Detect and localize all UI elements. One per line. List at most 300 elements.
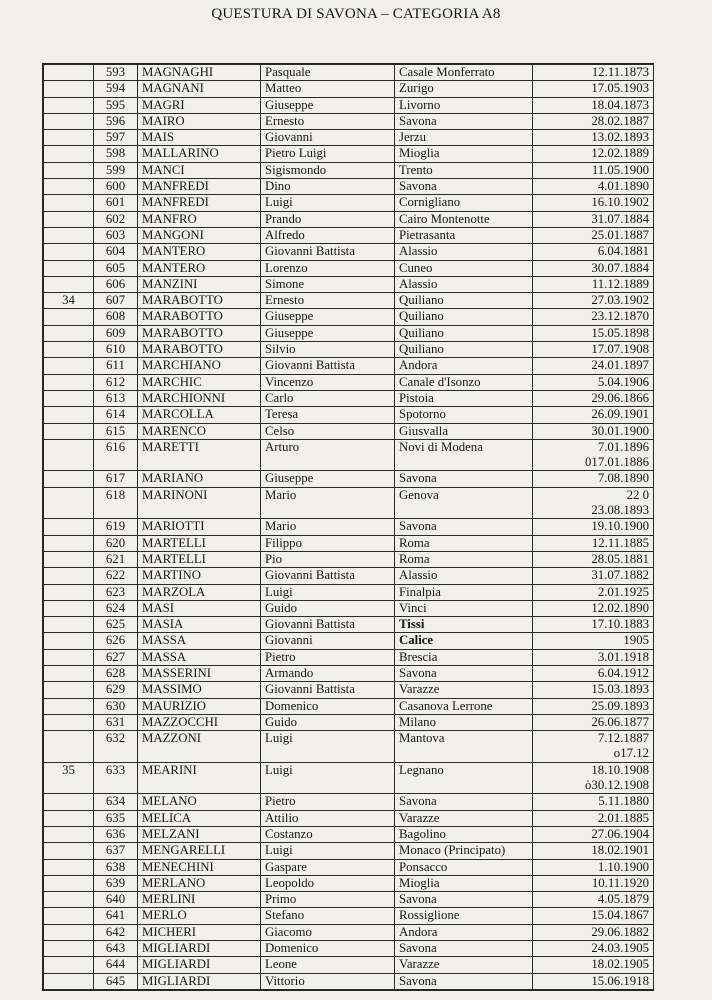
first-name-cell-text: Ernesto <box>265 113 305 128</box>
box-number-cell <box>44 957 94 973</box>
record-number-cell <box>94 875 138 891</box>
surname-cell <box>138 600 261 616</box>
birth-date-cell <box>533 957 654 973</box>
table-row <box>44 130 654 146</box>
surname-cell <box>138 892 261 908</box>
birthplace-cell-text: Milano <box>399 714 436 729</box>
birthplace-cell-text: Zurigo <box>399 81 434 96</box>
birthplace-cell-text: Monaco (Principato) <box>399 843 506 858</box>
birthplace-cell-text: Varazze <box>399 682 440 697</box>
surname-cell-text: MANTERO <box>142 244 206 259</box>
birth-date-cell-text: 4.05.1879 <box>597 892 649 907</box>
birthplace-cell-text: Genova <box>399 487 439 502</box>
birth-date-cell-text: 1.10.1900 <box>597 859 649 874</box>
first-name-cell <box>261 113 395 129</box>
first-name-cell <box>261 617 395 633</box>
surname-cell <box>138 924 261 940</box>
table-row <box>44 698 654 714</box>
first-name-cell <box>261 179 395 195</box>
birthplace-cell-text: Alassio <box>399 276 438 291</box>
table-row <box>44 584 654 600</box>
box-number-cell <box>44 65 94 81</box>
birth-date-cell <box>533 179 654 195</box>
surname-cell <box>138 390 261 406</box>
table-row <box>44 146 654 162</box>
record-number-cell-text: 629 <box>105 682 126 697</box>
record-number-cell <box>94 162 138 178</box>
first-name-cell <box>261 826 395 842</box>
birthplace-cell <box>395 146 533 162</box>
first-name-cell <box>261 810 395 826</box>
first-name-cell-text: Attilio <box>265 810 299 825</box>
box-number-cell <box>44 487 94 519</box>
record-number-cell <box>94 276 138 292</box>
first-name-cell-text: Lorenzo <box>265 260 308 275</box>
box-number-cell <box>44 762 94 794</box>
birth-date-cell <box>533 519 654 535</box>
record-number-cell <box>94 762 138 794</box>
surname-cell <box>138 276 261 292</box>
table-row <box>44 875 654 891</box>
box-number-cell-text: 34 <box>62 293 75 308</box>
birth-date-cell-text: 31.07.1882 <box>591 568 649 583</box>
record-number-cell-text: 638 <box>105 859 126 874</box>
record-number-cell <box>94 924 138 940</box>
surname-cell <box>138 551 261 567</box>
birth-date-cell <box>533 875 654 891</box>
table-row <box>44 162 654 178</box>
birthplace-cell-text: Jerzu <box>399 130 426 145</box>
box-number-cell <box>44 649 94 665</box>
record-number-cell-text: 605 <box>105 260 126 275</box>
birth-date-cell-text: 11.12.1889 <box>591 276 649 291</box>
table-row <box>44 810 654 826</box>
record-number-cell-text: 600 <box>105 179 126 194</box>
first-name-cell-text: Giacomo <box>265 924 312 939</box>
record-number-cell-text: 596 <box>105 113 126 128</box>
birthplace-cell-text: Tissi <box>399 617 425 632</box>
first-name-cell <box>261 535 395 551</box>
birthplace-cell <box>395 698 533 714</box>
surname-cell-text: MANFREDI <box>142 179 209 194</box>
surname-cell-text: MERLINI <box>142 892 196 907</box>
first-name-cell <box>261 293 395 309</box>
birthplace-cell <box>395 423 533 439</box>
surname-cell-text: MARINONI <box>142 487 208 502</box>
table-row <box>44 908 654 924</box>
birth-date-cell-text: 23.12.1870 <box>591 309 649 324</box>
table-row <box>44 211 654 227</box>
birth-date-cell-text: 26.09.1901 <box>591 407 649 422</box>
birthplace-cell <box>395 244 533 260</box>
surname-cell-text: MELANO <box>142 794 197 809</box>
birthplace-cell <box>395 924 533 940</box>
record-number-cell-text: 642 <box>105 924 126 939</box>
surname-cell <box>138 146 261 162</box>
birthplace-cell <box>395 875 533 891</box>
birthplace-cell-text: Pistoia <box>399 390 434 405</box>
surname-cell <box>138 973 261 989</box>
birthplace-cell <box>395 826 533 842</box>
surname-cell <box>138 519 261 535</box>
first-name-cell <box>261 81 395 97</box>
record-number-cell <box>94 535 138 551</box>
surname-cell-text: MASI <box>142 600 174 615</box>
birth-date-cell <box>533 762 654 794</box>
first-name-cell-text: Celso <box>265 423 295 438</box>
record-number-cell <box>94 439 138 471</box>
table-row <box>44 342 654 358</box>
birth-date-cell-text: 6.04.1912 <box>597 665 649 680</box>
first-name-cell-text: Giovanni Battista <box>265 358 355 373</box>
surname-cell <box>138 439 261 471</box>
birthplace-cell <box>395 892 533 908</box>
record-number-cell-text: 645 <box>105 973 126 988</box>
record-number-cell <box>94 195 138 211</box>
birth-date-cell <box>533 227 654 243</box>
table-row <box>44 568 654 584</box>
record-number-cell <box>94 908 138 924</box>
record-number-cell <box>94 244 138 260</box>
table-row <box>44 439 654 471</box>
first-name-cell-text: Prando <box>265 211 302 226</box>
birthplace-cell <box>395 665 533 681</box>
surname-cell <box>138 843 261 859</box>
birthplace-cell-text: Livorno <box>399 97 441 112</box>
first-name-cell-text: Giuseppe <box>265 471 314 486</box>
first-name-cell <box>261 731 395 763</box>
birth-date-cell-text: 15.04.1867 <box>591 908 649 923</box>
birthplace-cell <box>395 535 533 551</box>
surname-cell-text: MARABOTTO <box>142 293 223 308</box>
birth-date-cell <box>533 682 654 698</box>
first-name-cell-text: Pietro <box>265 649 296 664</box>
surname-cell-text: MARENCO <box>142 423 206 438</box>
box-number-cell <box>44 179 94 195</box>
first-name-cell <box>261 260 395 276</box>
box-number-cell <box>44 342 94 358</box>
birthplace-cell-text: Mioglia <box>399 146 440 161</box>
surname-cell <box>138 195 261 211</box>
box-number-cell <box>44 162 94 178</box>
birth-date-cell-text: 2.01.1885 <box>597 810 649 825</box>
first-name-cell <box>261 682 395 698</box>
surname-cell <box>138 794 261 810</box>
surname-cell-text: MAZZONI <box>142 731 201 746</box>
birth-date-cell <box>533 325 654 341</box>
birthplace-cell <box>395 97 533 113</box>
surname-cell <box>138 859 261 875</box>
table-row <box>44 714 654 730</box>
first-name-cell-text: Giovanni Battista <box>265 568 355 583</box>
record-number-cell-text: 604 <box>105 244 126 259</box>
birth-date-cell <box>533 471 654 487</box>
surname-cell <box>138 81 261 97</box>
box-number-cell <box>44 325 94 341</box>
table-row <box>44 81 654 97</box>
surname-cell-text: MEARINI <box>142 762 197 777</box>
first-name-cell-text: Teresa <box>265 407 299 422</box>
birth-date-cell <box>533 617 654 633</box>
birthplace-cell-text: Spotorno <box>399 407 446 422</box>
birth-date-cell-text: 12.02.1889 <box>591 146 649 161</box>
box-number-cell <box>44 374 94 390</box>
first-name-cell <box>261 487 395 519</box>
record-number-cell <box>94 794 138 810</box>
surname-cell <box>138 97 261 113</box>
record-number-cell <box>94 973 138 989</box>
birthplace-cell-text: Savona <box>399 113 437 128</box>
surname-cell <box>138 113 261 129</box>
birth-date-cell-text: 24.03.1905 <box>591 941 649 956</box>
first-name-cell-text: Arturo <box>265 439 300 454</box>
first-name-cell <box>261 162 395 178</box>
surname-cell-text: MAURIZIO <box>142 698 206 713</box>
birthplace-cell-text: Trento <box>399 162 433 177</box>
box-number-cell <box>44 682 94 698</box>
box-number-cell <box>44 97 94 113</box>
birthplace-cell-text: Savona <box>399 892 437 907</box>
birthplace-cell <box>395 908 533 924</box>
first-name-cell-text: Sigismondo <box>265 162 327 177</box>
birth-date-cell <box>533 908 654 924</box>
surname-cell <box>138 471 261 487</box>
surname-cell-text: MELZANI <box>142 826 200 841</box>
record-number-cell <box>94 649 138 665</box>
surname-cell <box>138 568 261 584</box>
record-number-cell <box>94 390 138 406</box>
record-number-cell-text: 634 <box>105 794 126 809</box>
box-number-cell <box>44 908 94 924</box>
surname-cell <box>138 211 261 227</box>
birthplace-cell-text: Calice <box>399 633 434 648</box>
table-row <box>44 97 654 113</box>
birthplace-cell-text: Legnano <box>399 762 444 777</box>
birthplace-cell-text: Andora <box>399 358 438 373</box>
surname-cell-text: MAIRO <box>142 113 185 128</box>
first-name-cell <box>261 97 395 113</box>
birth-date-cell <box>533 973 654 989</box>
surname-cell <box>138 162 261 178</box>
birth-date-cell <box>533 211 654 227</box>
surname-cell-text: MENECHINI <box>142 859 214 874</box>
first-name-cell <box>261 211 395 227</box>
record-number-cell-text: 641 <box>105 908 126 923</box>
birthplace-cell <box>395 714 533 730</box>
first-name-cell <box>261 714 395 730</box>
first-name-cell <box>261 859 395 875</box>
record-number-cell <box>94 227 138 243</box>
box-number-cell <box>44 535 94 551</box>
first-name-cell-text: Ernesto <box>265 293 305 308</box>
surname-cell-text: MALLARINO <box>142 146 219 161</box>
birth-date-cell <box>533 130 654 146</box>
birthplace-cell-text: Savona <box>399 179 437 194</box>
birth-date-cell-text: 15.03.1893 <box>591 682 649 697</box>
box-number-cell <box>44 390 94 406</box>
surname-cell-text: MASSERINI <box>142 665 211 680</box>
record-number-cell-text: 611 <box>106 358 125 373</box>
table-row <box>44 649 654 665</box>
surname-cell-text: MARCHIONNI <box>142 390 226 405</box>
record-number-cell <box>94 342 138 358</box>
first-name-cell-text: Luigi <box>265 731 293 746</box>
table-row <box>44 535 654 551</box>
surname-cell <box>138 227 261 243</box>
birthplace-cell-text: Brescia <box>399 649 438 664</box>
birth-date-cell <box>533 407 654 423</box>
table-row <box>44 682 654 698</box>
table-row <box>44 471 654 487</box>
birth-date-cell <box>533 113 654 129</box>
first-name-cell-text: Silvio <box>265 342 296 357</box>
first-name-cell <box>261 146 395 162</box>
record-number-cell <box>94 568 138 584</box>
birth-date-cell-text: 12.02.1890 <box>591 600 649 615</box>
first-name-cell-text: Mario <box>265 487 297 502</box>
box-number-cell <box>44 810 94 826</box>
birth-date-cell <box>533 600 654 616</box>
surname-cell <box>138 260 261 276</box>
birth-date-cell-text: 18.04.1873 <box>591 97 649 112</box>
birth-date-cell-text: 7.01.1896 <box>597 439 649 454</box>
table-row <box>44 941 654 957</box>
record-number-cell-text: 621 <box>105 551 126 566</box>
first-name-cell <box>261 908 395 924</box>
record-number-cell <box>94 584 138 600</box>
first-name-cell <box>261 633 395 649</box>
box-number-cell <box>44 859 94 875</box>
first-name-cell-text: Giuseppe <box>265 97 314 112</box>
box-number-cell <box>44 146 94 162</box>
first-name-cell <box>261 423 395 439</box>
first-name-cell <box>261 439 395 471</box>
register-rows <box>44 65 654 990</box>
surname-cell <box>138 374 261 390</box>
birth-date-cell <box>533 97 654 113</box>
table-row <box>44 293 654 309</box>
page-title: QUESTURA DI SAVONA – CATEGORIA A8 <box>211 6 501 22</box>
first-name-cell <box>261 471 395 487</box>
surname-cell-text: MAGNANI <box>142 81 204 96</box>
record-number-cell <box>94 633 138 649</box>
surname-cell <box>138 698 261 714</box>
first-name-cell-text: Luigi <box>265 762 293 777</box>
surname-cell <box>138 309 261 325</box>
record-number-cell <box>94 551 138 567</box>
table-row <box>44 65 654 81</box>
table-row <box>44 325 654 341</box>
birth-date-cell <box>533 810 654 826</box>
record-number-cell-text: 595 <box>105 97 126 112</box>
surname-cell <box>138 649 261 665</box>
surname-cell <box>138 487 261 519</box>
birthplace-cell <box>395 617 533 633</box>
record-number-cell-text: 599 <box>105 162 126 177</box>
surname-cell-text: MANTERO <box>142 260 206 275</box>
surname-cell <box>138 731 261 763</box>
birth-date-cell <box>533 665 654 681</box>
record-number-cell-text: 593 <box>105 65 126 79</box>
record-number-cell <box>94 810 138 826</box>
surname-cell-text: MERLANO <box>142 875 206 890</box>
record-number-cell <box>94 146 138 162</box>
first-name-cell-text: Luigi <box>265 195 293 210</box>
birthplace-cell <box>395 649 533 665</box>
first-name-cell <box>261 358 395 374</box>
record-number-cell-text: 608 <box>105 309 126 324</box>
surname-cell-text: MARCHIANO <box>142 358 221 373</box>
surname-cell-text: MARABOTTO <box>142 342 223 357</box>
birthplace-cell-text: Casanova Lerrone <box>399 698 493 713</box>
birth-date-cell-text: 18.10.1908 <box>591 762 649 777</box>
record-number-cell-text: 643 <box>105 941 126 956</box>
surname-cell-text: MAGRI <box>142 97 185 112</box>
first-name-cell <box>261 794 395 810</box>
birthplace-cell <box>395 568 533 584</box>
birth-date-cell <box>533 924 654 940</box>
record-number-cell-text: 630 <box>105 698 126 713</box>
table-row <box>44 826 654 842</box>
birth-date-cell-text: 24.01.1897 <box>591 358 649 373</box>
birthplace-cell-text: Quiliano <box>399 309 444 324</box>
box-number-cell <box>44 293 94 309</box>
first-name-cell <box>261 568 395 584</box>
first-name-cell <box>261 649 395 665</box>
birth-date-cell <box>533 535 654 551</box>
birthplace-cell <box>395 309 533 325</box>
first-name-cell <box>261 374 395 390</box>
birthplace-cell-text: Finalpia <box>399 584 441 599</box>
birth-date-cell-text: 26.06.1877 <box>591 714 649 729</box>
record-number-cell-text: 639 <box>105 875 126 890</box>
birth-date-cell-text: 15.06.1918 <box>591 973 649 988</box>
birth-date-cell <box>533 439 654 471</box>
table-row <box>44 244 654 260</box>
surname-cell-text: MARTELLI <box>142 551 206 566</box>
birthplace-cell <box>395 600 533 616</box>
box-number-cell <box>44 227 94 243</box>
first-name-cell-text: Domenico <box>265 698 319 713</box>
record-number-cell-text: 632 <box>105 731 126 746</box>
surname-cell-text: MANCI <box>142 162 185 177</box>
table-row <box>44 762 654 794</box>
birth-date-cell-text: 12.11.1873 <box>591 65 649 79</box>
surname-cell <box>138 244 261 260</box>
surname-cell-text: MARABOTTO <box>142 325 223 340</box>
record-number-cell <box>94 600 138 616</box>
birthplace-cell <box>395 293 533 309</box>
record-number-cell <box>94 519 138 535</box>
birthplace-cell-text: Savona <box>399 471 437 486</box>
record-number-cell-text: 614 <box>105 407 126 422</box>
birthplace-cell <box>395 407 533 423</box>
birth-date-cell <box>533 342 654 358</box>
birthplace-cell-text: Ponsacco <box>399 859 448 874</box>
birthplace-cell <box>395 227 533 243</box>
birth-date-cell-text: 30.01.1900 <box>591 423 649 438</box>
first-name-cell-text: Alfredo <box>265 227 305 242</box>
birth-date-cell <box>533 487 654 519</box>
birthplace-cell-text: Cairo Montenotte <box>399 211 490 226</box>
first-name-cell-text: Filippo <box>265 535 302 550</box>
birth-date-cell-text: 16.10.1902 <box>591 195 649 210</box>
birth-date-cell <box>533 65 654 81</box>
table-row <box>44 260 654 276</box>
surname-cell-text: MANFRO <box>142 211 197 226</box>
record-number-cell-text: 609 <box>105 325 126 340</box>
record-number-cell-text: 612 <box>105 374 126 389</box>
